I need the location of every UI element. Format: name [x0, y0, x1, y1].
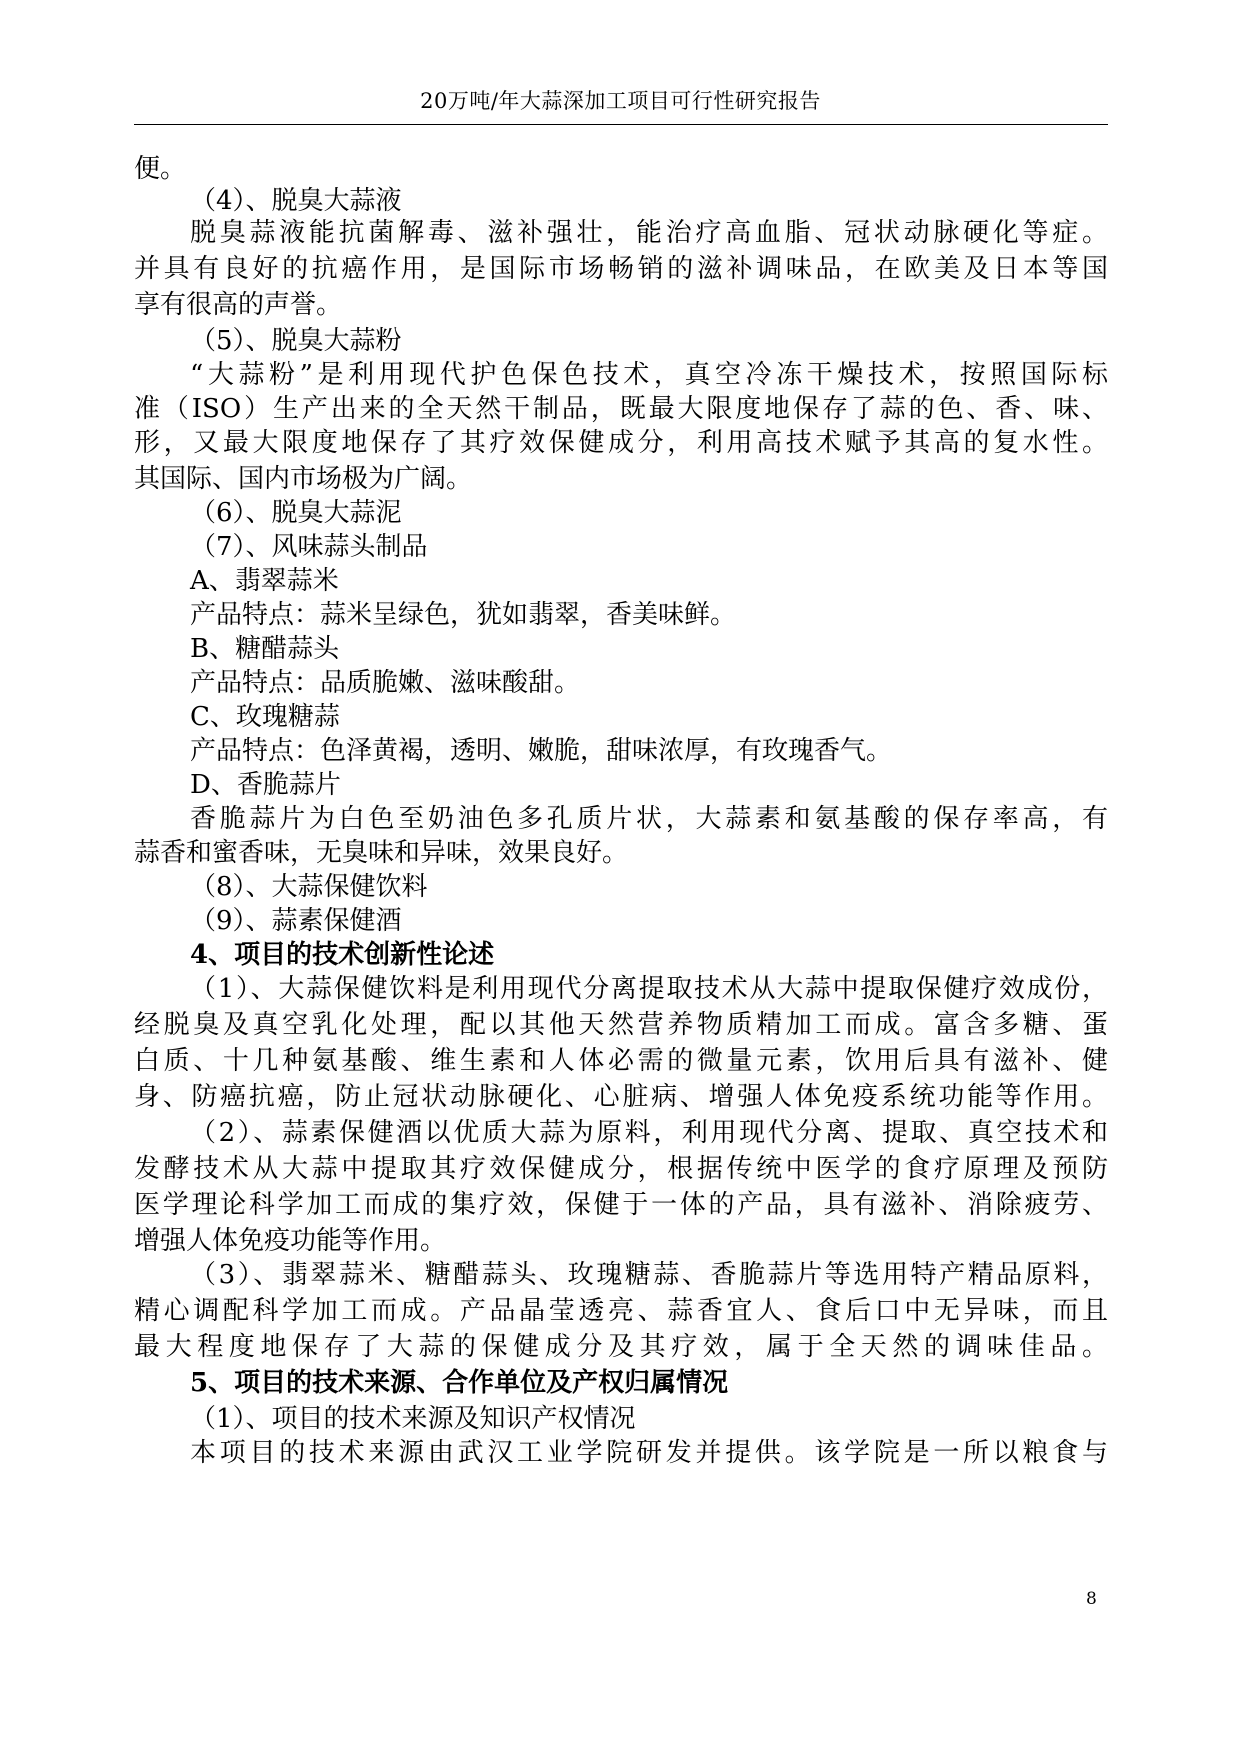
running-header: 20万吨/年大蒜深加工项目可行性研究报告: [420, 89, 821, 113]
text-line: （5）、脱臭大蒜粉: [190, 326, 402, 356]
text-line: 发酵技术从大蒜中提取其疗效保健成分，根据传统中医学的食疗原理及预防: [134, 1154, 1108, 1184]
text-line: 增强人体免疫功能等作用。: [134, 1226, 447, 1256]
text-line: 蒜香和蜜香味，无臭味和异味，效果良好。: [134, 838, 629, 868]
text-line: （2）、蒜素保健酒以优质大蒜为原料，利用现代分离、提取、真空技术和: [190, 1118, 1108, 1148]
text-line: 享有很高的声誉。: [134, 290, 343, 320]
text-line: 经脱臭及真空乳化处理，配以其他天然营养物质精加工而成。富含多糖、蛋: [134, 1010, 1108, 1040]
text-line: 形，又最大限度地保存了其疗效保健成分，利用高技术赋予其高的复水性。: [134, 428, 1108, 458]
text-line: 产品特点：蒜米呈绿色，犹如翡翠，香美味鲜。: [190, 600, 737, 630]
text-line: 最大程度地保存了大蒜的保健成分及其疗效，属于全天然的调味佳品。: [134, 1332, 1108, 1362]
text-line: 产品特点：色泽黄褐，透明、嫩脆，甜味浓厚，有玫瑰香气。: [190, 736, 893, 766]
text-line: （8）、大蒜保健饮料: [190, 872, 428, 902]
text-line: 脱臭蒜液能抗菌解毒、滋补强壮，能治疗高血脂、冠状动脉硬化等症。: [190, 218, 1108, 248]
text-line: 其国际、国内市场极为广阔。: [134, 464, 473, 494]
text-line: （7）、风味蒜头制品: [190, 532, 428, 562]
section-heading: 5、项目的技术来源、合作单位及产权归属情况: [190, 1368, 729, 1398]
text-line: 准（ISO）生产出来的全天然干制品，既最大限度地保存了蒜的色、香、味、: [134, 394, 1108, 424]
text-line: （1）、大蒜保健饮料是利用现代分离提取技术从大蒜中提取保健疗效成份，: [190, 974, 1108, 1004]
text-line: 便。: [134, 154, 187, 184]
text-line: 本项目的技术来源由武汉工业学院研发并提供。该学院是一所以粮食与: [190, 1438, 1108, 1468]
text-line: （6）、脱臭大蒜泥: [190, 498, 402, 528]
text-line: A、翡翠蒜米: [190, 566, 339, 596]
text-line: 香脆蒜片为白色至奶油色多孔质片状，大蒜素和氨基酸的保存率高，有: [190, 804, 1108, 834]
text-line: （1）、项目的技术来源及知识产权情况: [190, 1404, 636, 1434]
text-line: 白质、十几种氨基酸、维生素和人体必需的微量元素，饮用后具有滋补、健: [134, 1046, 1108, 1076]
text-line: B、糖醋蒜头: [190, 634, 340, 664]
text-line: （3）、翡翠蒜米、糖醋蒜头、玫瑰糖蒜、香脆蒜片等选用特产精品原料，: [190, 1260, 1108, 1290]
text-line: 身、防癌抗癌，防止冠状动脉硬化、心脏病、增强人体免疫系统功能等作用。: [134, 1082, 1108, 1112]
text-line: （4）、脱臭大蒜液: [190, 186, 402, 216]
text-line: 医学理论科学加工而成的集疗效，保健于一体的产品，具有滋补、消除疲劳、: [134, 1190, 1108, 1220]
section-heading: 4、项目的技术创新性论述: [190, 940, 495, 970]
text-line: 并具有良好的抗癌作用，是国际市场畅销的滋补调味品，在欧美及日本等国: [134, 254, 1108, 284]
header-rule: [134, 124, 1108, 125]
text-line: 精心调配科学加工而成。产品晶莹透亮、蒜香宜人、食后口中无异味，而且: [134, 1296, 1108, 1326]
text-line: 产品特点：品质脆嫩、滋味酸甜。: [190, 668, 581, 698]
text-line: （9）、蒜素保健酒: [190, 906, 402, 936]
text-line: D、香脆蒜片: [190, 770, 341, 800]
text-line: C、玫瑰糖蒜: [190, 702, 340, 732]
page-number: 8: [1086, 1589, 1097, 1609]
text-line: “大蒜粉”是利用现代护色保色技术，真空冷冻干燥技术，按照国际标: [190, 360, 1108, 390]
